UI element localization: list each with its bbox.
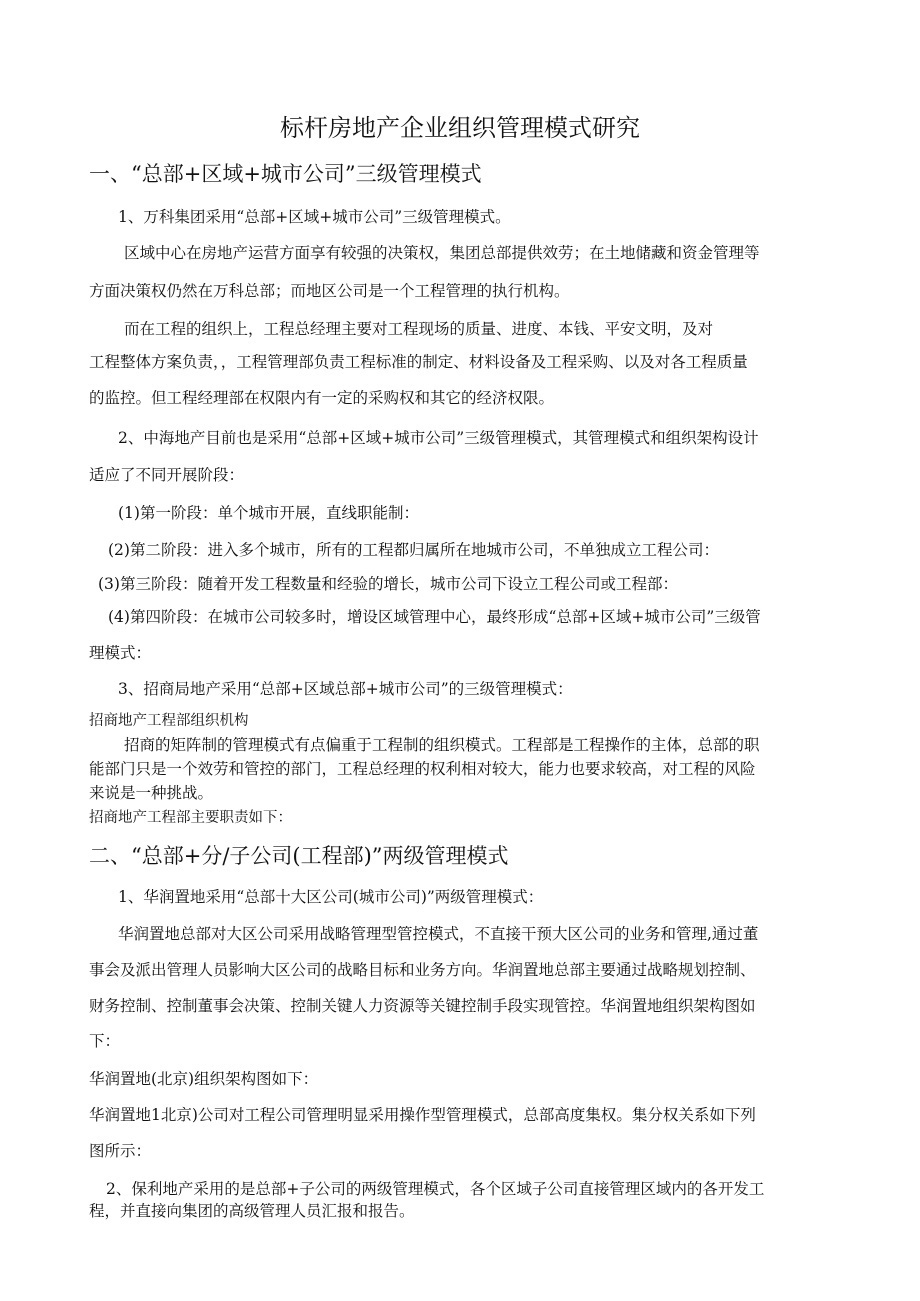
stage-4-line2: 理模式： bbox=[89, 644, 152, 662]
section1-para2-line2: 工程整体方案负责，，工程管理部负责工程标准的制定、材料设备及工程采购、以及对各工程质量 bbox=[89, 353, 748, 371]
document-title: 标杆房地产企业组织管理模式研究 bbox=[280, 114, 640, 142]
section2-para1-line2: 事会及派出管理人员影响大区公司的战略目标和业务方向。华润置地总部主要通过战略规划控制、 bbox=[89, 961, 756, 979]
stage-4-line1: (4)第四阶段：在城市公司较多时，增设区域管理中心，最终形成“总部+区域+城市公司”三级管 bbox=[108, 608, 761, 626]
section2-item-2-line1: 2、保利地产采用的是总部+子公司的两级管理模式，各个区域子公司直接管理区域内的各开发工 bbox=[106, 1180, 765, 1198]
stage-2: (2)第二阶段：进入多个城市，所有的工程都归属所在地城市公司，不单独成立工程公司： bbox=[108, 541, 719, 559]
section-heading-2: 二、“总部+分/子公司(工程部)”两级管理模式 bbox=[89, 844, 509, 868]
section1-item-1: 1、万科集团采用“总部+区域+城市公司”三级管理模式。 bbox=[118, 208, 511, 226]
section1-para2-line3: 的监控。但工程经理部在权限内有一定的采购权和其它的经济权限。 bbox=[89, 389, 555, 407]
beijing-para-line2: 图所示： bbox=[89, 1142, 152, 1160]
section-heading-1: 一、“总部+区域+城市公司”三级管理模式 bbox=[89, 162, 482, 186]
cm-para-line3: 来说是一种挑战。 bbox=[89, 784, 214, 802]
section1-para2-line1: 而在工程的组织上，工程总经理主要对工程现场的质量、进度、本钱、平安文明，及对 bbox=[124, 320, 714, 338]
beijing-para-line1: 华润置地1北京)公司对工程公司管理明显采用操作型管理模式，总部高度集权。集分权关系如下列 bbox=[89, 1106, 756, 1124]
section1-item-3: 3、招商局地产采用“总部+区域总部+城市公司”的三级管理模式： bbox=[118, 680, 573, 698]
section2-item-2-line2: 程，并直接向集团的高级管理人员汇报和报告。 bbox=[89, 1202, 415, 1220]
section1-para1-line2: 方面决策权仍然在万科总部；而地区公司是一个工程管理的执行机构。 bbox=[89, 282, 570, 300]
section2-para1-line1: 华润置地总部对大区公司采用战略管理型管控模式，不直接干预大区公司的业务和管理,通过董 bbox=[118, 925, 759, 943]
section2-item-1: 1、华润置地采用“总部十大区公司(城市公司)”两级管理模式： bbox=[118, 888, 544, 906]
section1-item-2-line1: 2、中海地产目前也是采用“总部+区域+城市公司”三级管理模式，其管理模式和组织架构设计 bbox=[118, 429, 759, 447]
beijing-org-label: 华润置地(北京)组织架构图如下： bbox=[89, 1070, 319, 1088]
cm-duty-label: 招商地产工程部主要职责如下： bbox=[89, 810, 292, 826]
section2-para1-line4: 下： bbox=[89, 1032, 121, 1050]
cm-para-line1: 招商的矩阵制的管理模式有点偏重于工程制的组织模式。工程部是工程操作的主体，总部的职 bbox=[124, 736, 760, 754]
cm-org-label: 招商地产工程部组织机构 bbox=[89, 713, 249, 729]
stage-1: (1)第一阶段：单个城市开展，直线职能制： bbox=[118, 504, 419, 522]
stage-3: (3)第三阶段：随着开发工程数量和经验的增长，城市公司下设立工程公司或工程部： bbox=[98, 575, 678, 593]
cm-para-line2: 能部门只是一个效劳和管控的部门，工程总经理的权利相对较大，能力也要求较高，对工程的风险 bbox=[89, 760, 756, 778]
section2-para1-line3: 财务控制、控制董事会决策、控制关键人力资源等关键控制手段实现管控。华润置地组织架构图如 bbox=[89, 997, 756, 1015]
section1-para1-line1: 区域中心在房地产运营方面享有较强的决策权，集团总部提供效劳；在土地储藏和资金管理等 bbox=[124, 244, 760, 262]
section1-item-2-line2: 适应了不同开展阶段： bbox=[89, 466, 245, 484]
